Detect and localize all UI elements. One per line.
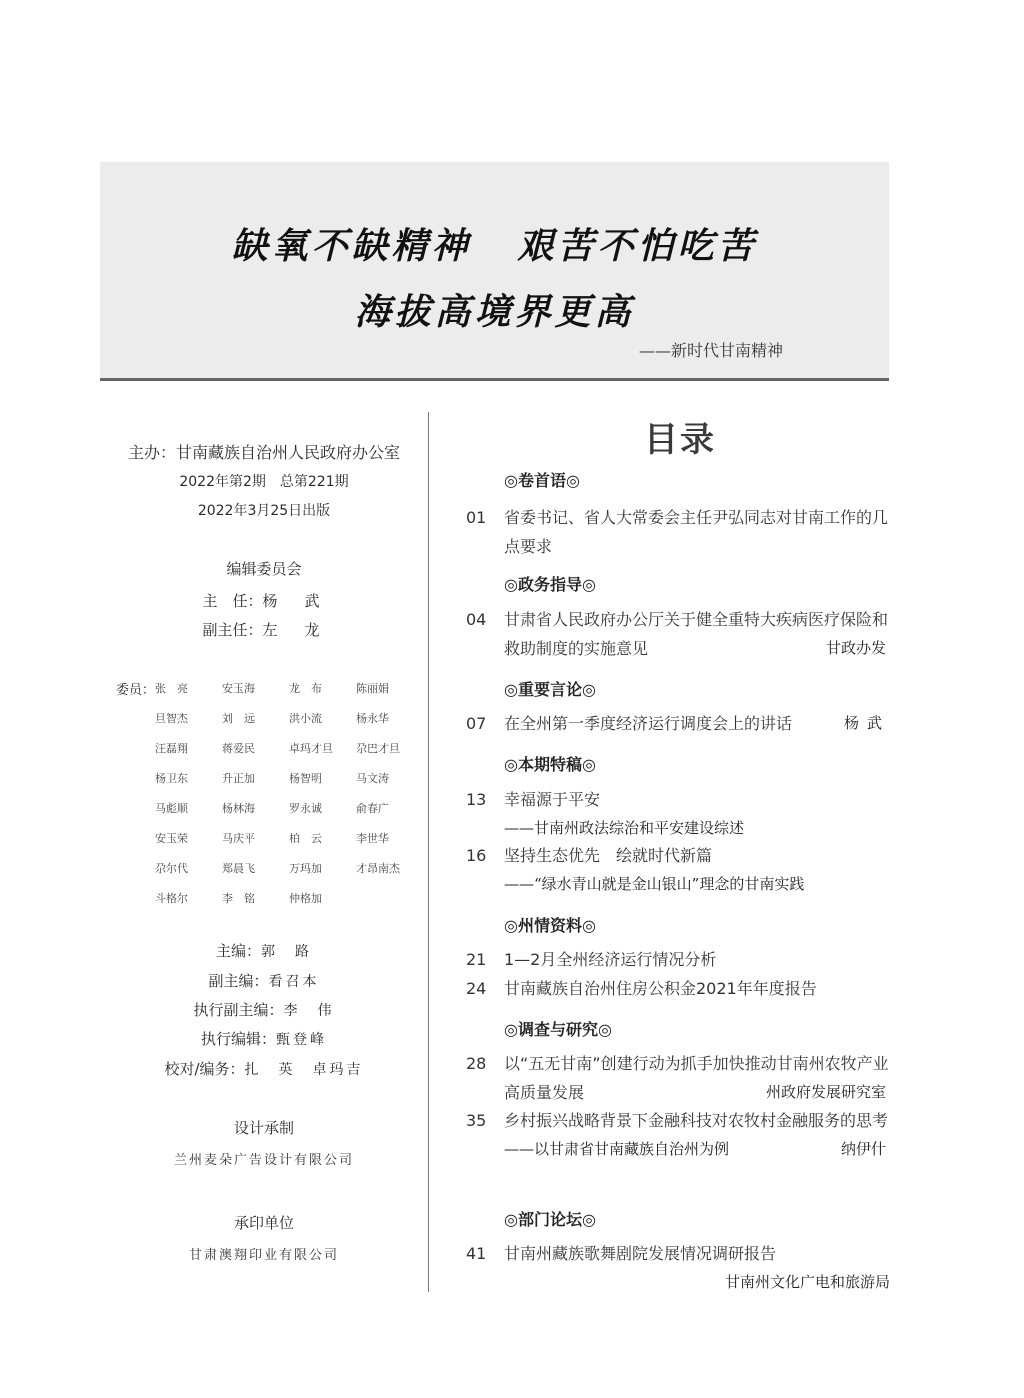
toc-entry[interactable] [466,785,890,843]
toc-page-number: 04 [466,610,487,629]
director-name: 杨 武 [262,592,326,610]
toc-entry-title: 以“五无甘南”创建行动为抓手加快推动甘南州农牧产业高质量发展 [504,1054,889,1102]
members-row [155,800,425,830]
editor-in-chief-line [100,940,428,961]
director-line [100,590,428,611]
motto-source: ——新时代甘南精神 [638,341,783,360]
member-name: 陈丽娟 [356,682,389,695]
toc-page-number: 24 [466,979,487,998]
slogan-line-1-b: 艰苦不怕吃苦 [517,225,758,267]
toc-page-number: 01 [466,508,487,527]
toc-section-heading: ◎重要言论◎ [504,680,596,699]
toc-entry-title: 甘南州藏族歌舞剧院发展情况调研报告 [504,1244,777,1263]
toc-section-heading: ◎调查与研究◎ [504,1020,612,1039]
toc-section-heading: ◎本期特稿◎ [504,755,596,774]
toc-entry[interactable] [466,945,890,974]
member-name: 罗永诚 [289,802,322,815]
slogan-line-2: 海拔高境界更高 [354,291,635,333]
column-divider [428,412,429,1292]
toc-page-number: 13 [466,790,487,809]
proofreading-label: 校对/编务： [164,1060,245,1078]
toc-section-heading: ◎部门论坛◎ [504,1210,596,1229]
toc-section-heading: ◎卷首语◎ [504,471,580,490]
member-name: 升正加 [222,772,255,785]
member-name: 马文涛 [356,772,389,785]
member-name: 卓玛才旦 [289,742,333,755]
toc-entry-title: 坚持生态优先 绘就时代新篇 [504,846,713,865]
members-row [155,770,425,800]
member-name: 旦智杰 [155,712,188,725]
member-name: 马庆平 [222,832,255,845]
member-name: 安玉海 [222,682,255,695]
toc-section-heading: ◎政务指导◎ [504,575,596,594]
proofreading-line [100,1058,428,1079]
toc-entry-title: 乡村振兴战略背景下金融科技对农牧村金融服务的思考 [504,1111,889,1130]
toc-entry[interactable] [466,1239,890,1268]
host-organization: 主办：甘南藏族自治州人民政府办公室 [127,443,400,462]
exec-editor-line [100,1028,428,1049]
toc-entry-title: 甘南藏族自治州住房公积金2021年年度报告 [504,979,817,998]
members-row [155,710,425,740]
toc-entry[interactable] [466,605,890,663]
editor-in-chief-name: 郭 路 [261,944,312,960]
editor-in-chief-label: 主编： [215,942,261,960]
member-name: 柏 云 [289,832,322,845]
proofreading-names: 扎 英 卓玛吉 [244,1062,364,1078]
member-name: 杨智明 [289,772,322,785]
member-name: 李世华 [356,832,389,845]
members-list [155,680,425,920]
design-company: 兰州麦朵广告设计有限公司 [173,1153,354,1168]
member-name: 蒋爱民 [222,742,255,755]
toc-entry-title: 省委书记、省人大常委会主任尹弘同志对甘南工作的几点要求 [504,508,889,556]
members-label: 委员： [116,683,156,698]
design-title: 设计承制 [233,1119,294,1137]
deputy-editor-line [100,970,428,991]
member-name: 尕巴才旦 [356,742,400,755]
exec-deputy-editor-label: 执行副主编： [193,1001,284,1019]
member-name: 龙 布 [289,682,322,695]
printer-company: 甘肃澳翔印业有限公司 [188,1248,339,1263]
member-name: 汪磊翔 [155,742,188,755]
vice-director-label: 副主任： [202,621,263,639]
member-name: 杨林海 [222,802,255,815]
toc-entry-author: 州政府发展研究室 [765,1083,886,1101]
toc-entry-title: 甘肃省人民政府办公厅关于健全重特大疾病医疗保险和救助制度的实施意见 [504,610,889,658]
members-row [155,740,425,770]
toc-entry-author: 甘南州文化广电和旅游局 [724,1273,890,1291]
exec-editor-label: 执行编辑： [200,1030,276,1048]
toc-title: 目录 [644,420,716,460]
deputy-editor-label: 副主编： [208,972,269,990]
slogan-line-1 [100,218,889,269]
toc-entry[interactable] [466,841,890,899]
toc-entry[interactable] [466,1049,890,1107]
member-name: 万玛加 [289,862,322,875]
toc-entry-author: 纳伊什 [840,1140,886,1158]
toc-page-number: 16 [466,846,487,865]
vice-director-line [100,619,428,640]
publication-date: 2022年3月25日出版 [197,503,331,519]
slogan-line-1-a: 缺氧不缺精神 [231,225,472,267]
toc-entry[interactable] [466,974,890,1003]
member-name: 洪小流 [289,712,322,725]
toc-entry-subtitle: ——“绿水青山就是金山银山”理念的甘南实践 [504,875,805,893]
member-name: 刘 远 [222,712,255,725]
members-row [155,890,425,920]
member-name: 仲格加 [289,892,322,905]
member-name: 张 亮 [155,682,188,695]
printer-title: 承印单位 [233,1214,294,1232]
toc-entry-subtitle: ——以甘肃省甘南藏族自治州为例 [504,1140,730,1158]
member-name: 杨永华 [356,712,389,725]
member-name: 安玉荣 [155,832,188,845]
member-name: 杨卫东 [155,772,188,785]
director-label: 主 任： [202,592,263,610]
toc-page-number: 07 [466,714,487,733]
deputy-editor-name: 看召本 [268,974,320,990]
exec-deputy-editor-line [100,999,428,1020]
exec-deputy-editor-name: 李 伟 [283,1003,335,1019]
member-name [356,890,423,920]
members-row [155,680,425,710]
exec-editor-name: 甄登峰 [276,1032,327,1048]
editorial-board-title: 编辑委员会 [226,560,302,578]
toc-page-number: 21 [466,950,487,969]
toc-entry[interactable] [466,1106,890,1164]
toc-page-number: 28 [466,1054,487,1073]
members-row [155,830,425,860]
member-name: 斗格尔 [155,892,188,905]
toc-entry[interactable] [466,503,890,561]
issue-number: 2022年第2期 总第221期 [179,474,349,490]
member-name: 尕尔代 [155,862,188,875]
toc-entry-author: 甘政办发 [825,639,886,657]
toc-section-heading: ◎州情资料◎ [504,916,596,935]
toc-entry-author: 杨武 [843,714,890,732]
members-row [155,860,425,890]
toc-entry-subtitle: ——甘南州政法综治和平安建设综述 [504,819,745,837]
toc-entry[interactable] [466,709,890,738]
toc-page-number: 35 [466,1111,487,1130]
toc-entry-title: 幸福源于平安 [504,790,601,809]
toc-entry-title: 1—2月全州经济运行情况分析 [504,950,717,969]
member-name: 郑晨飞 [222,862,255,875]
vice-director-name: 左 龙 [262,621,326,639]
motto-banner [100,162,889,381]
toc-entry-title: 在全州第一季度经济运行调度会上的讲话 [504,714,793,733]
member-name: 才昂南杰 [356,862,400,875]
member-name: 马彪顺 [155,802,188,815]
member-name: 李 铭 [222,892,255,905]
toc-page-number: 41 [466,1244,487,1263]
member-name: 俞春广 [356,802,389,815]
